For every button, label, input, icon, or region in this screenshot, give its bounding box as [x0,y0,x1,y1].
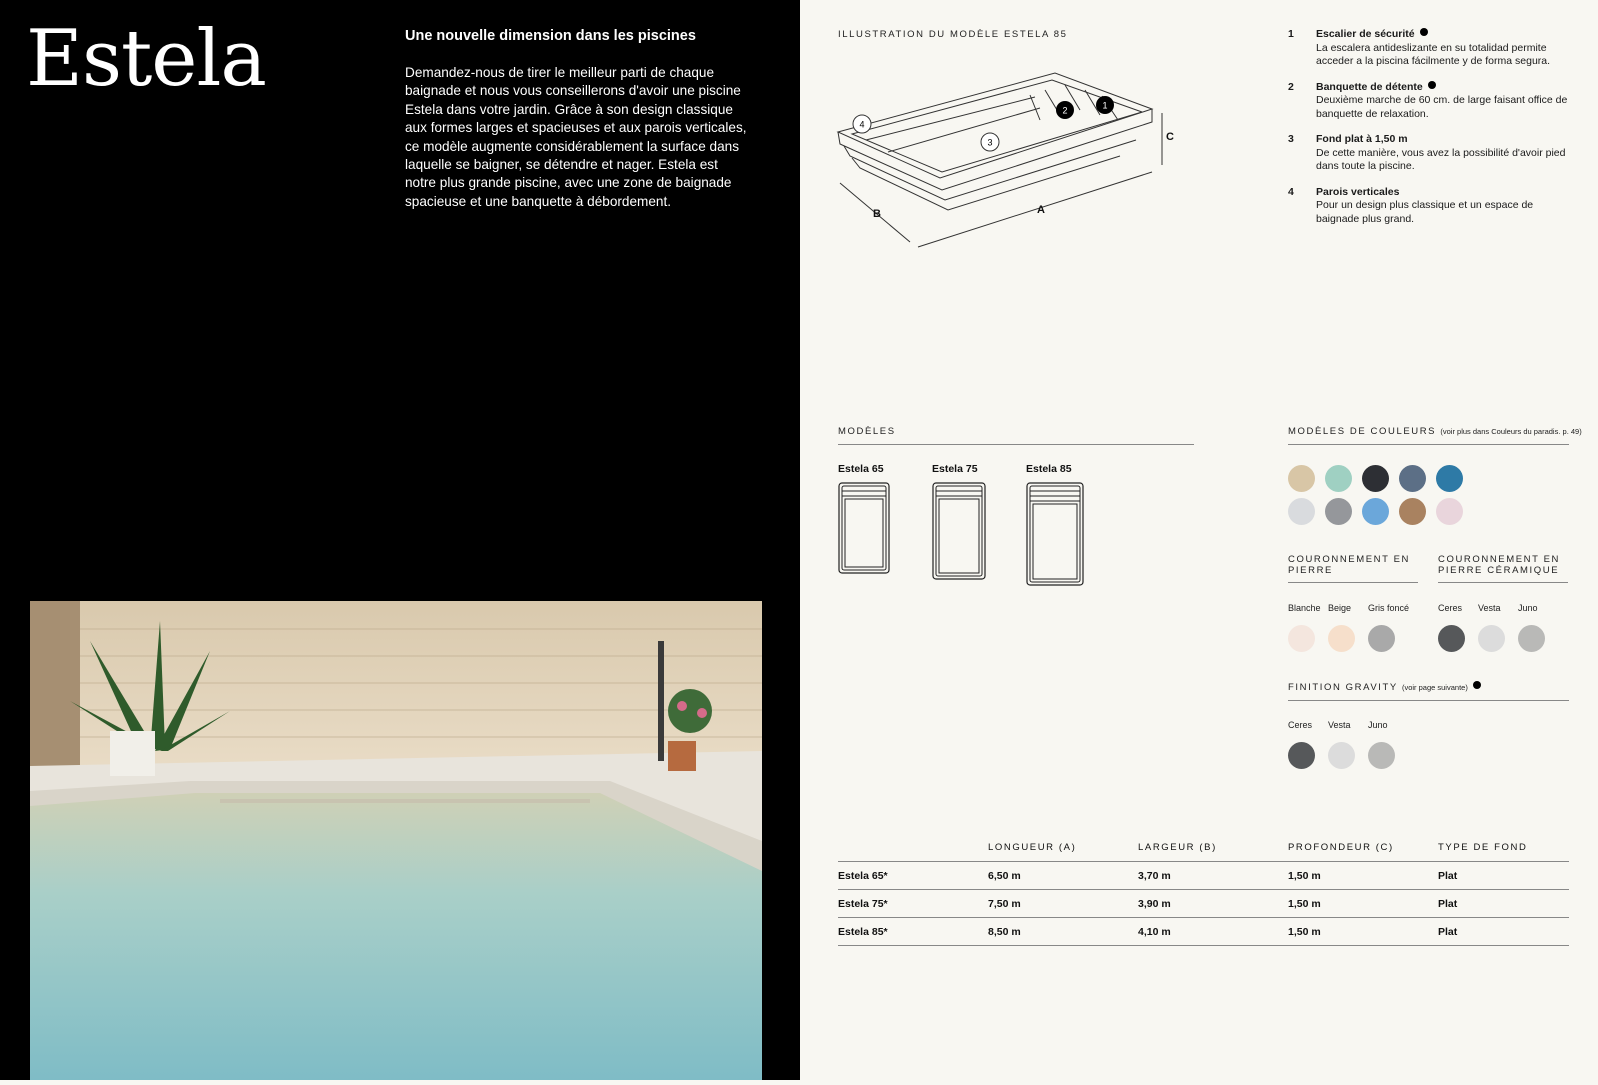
color-swatch [1328,742,1355,769]
table-cell: 1,50 m [1288,918,1438,946]
color-swatch [1518,625,1545,652]
swatch-name: Ceres [1288,720,1313,730]
dot-icon [1420,28,1428,36]
dimension-b-label: B [873,208,881,220]
pool-diagram [830,60,1174,260]
gravity-names [1288,720,1408,730]
model-estela-75 [932,463,986,580]
left-panel [0,0,800,1080]
ceramic-heading: COURONNEMENT EN PIERRE CÉRAMIQUE [1438,554,1568,583]
pool-photo-illustration [30,601,762,1080]
color-swatch [1362,465,1389,492]
table-cell: 6,50 m [988,862,1138,890]
gravity-heading: FINITION GRAVITY (voir page suivante) [1288,681,1569,701]
pool-photo [30,601,762,1080]
dot-icon [1428,81,1436,89]
swatch-name: Gris foncé [1368,603,1410,613]
model-name: Estela 85 [1026,463,1072,475]
table-cell: 8,50 m [988,918,1138,946]
color-swatch [1478,625,1505,652]
table-header-row [838,842,1569,862]
table-cell: 1,50 m [1288,890,1438,918]
colors-note: (voir plus dans Couleurs du paradis. p. 49) [1440,427,1582,436]
color-swatch [1328,625,1355,652]
table-cell: 1,50 m [1288,862,1438,890]
feature-name: Parois verticales [1316,185,1400,198]
ceramic-swatches [1438,625,1545,652]
marker-2-icon [1056,101,1074,119]
table-cell: Plat [1438,862,1569,890]
illustration-label: ILLUSTRATION DU MODÈLE ESTELA 85 [838,29,1068,40]
table-cell: 4,10 m [1138,918,1288,946]
feature-number: 2 [1288,80,1294,93]
color-swatch [1368,625,1395,652]
feature-text: De cette manière, vous avez la possibilité d'avoir pied dans toute la piscine. [1316,146,1566,172]
color-swatch [1436,465,1463,492]
model-estela-85 [1026,463,1084,586]
table-cell: Plat [1438,890,1569,918]
colors-heading: MODÈLES DE COULEURS (voir plus dans Couleurs du paradis. p. 49) [1288,426,1569,445]
feature-number: 1 [1288,28,1294,40]
feature-item [1288,133,1578,174]
marker-3-icon [981,133,999,151]
feature-name: Banquette de détente [1316,81,1578,95]
feature-text: La escalera antideslizante en su totalidad permite acceder a la piscina fácilmente y de forma segura. [1316,41,1551,67]
swatch-name: Vesta [1328,720,1351,730]
color-swatch [1368,742,1395,769]
swatch-name: Juno [1518,603,1538,613]
model-name: Estela 75 [932,463,978,475]
dimension-a-label: A [1037,204,1045,216]
feature-text: Pour un design plus classique et un espace de baignade plus grand. [1316,199,1534,225]
page-title: Estela [26,14,266,104]
table-cell: 3,70 m [1138,862,1288,890]
swatch-name: Blanche [1288,603,1321,613]
marker-4-icon [853,115,871,133]
column-header [838,842,988,862]
color-swatch [1288,742,1315,769]
pool-outline-icon [838,482,890,574]
color-swatch [1325,498,1352,525]
color-swatch [1399,465,1426,492]
feature-number: 3 [1288,133,1294,145]
color-swatch [1325,465,1352,492]
feature-text: Deuxième marche de 60 cm. de large faisant office de banquette de relaxation. [1316,94,1568,120]
table-cell: Estela 85* [838,918,988,946]
table-cell: Estela 75* [838,890,988,918]
swatch-name: Ceres [1438,603,1463,613]
table-cell: Estela 65* [838,862,988,890]
model-estela-65 [838,463,890,574]
pool-outline-icon [932,482,986,580]
table-row [838,918,1569,946]
dimension-c-label: C [1166,131,1174,143]
swatch-name: Vesta [1478,603,1501,613]
marker-1-icon [1096,96,1114,114]
color-swatch [1436,498,1463,525]
column-header: LONGUEUR (A) [988,842,1138,862]
color-swatch [1438,625,1465,652]
model-name: Estela 65 [838,463,884,475]
table-row [838,862,1569,890]
table-cell: Plat [1438,918,1569,946]
swatch-name: Juno [1368,720,1388,730]
svg-text:4: 4 [859,119,865,130]
color-swatch [1399,498,1426,525]
feature-item [1288,28,1578,69]
stone-heading: COURONNEMENT EN PIERRE [1288,554,1418,583]
svg-text:1: 1 [1102,100,1108,111]
color-swatch [1288,625,1315,652]
models-heading: MODÈLES [838,426,1194,445]
stone-swatches [1288,625,1395,652]
color-swatch [1288,498,1315,525]
gravity-swatches [1288,742,1395,769]
svg-text:3: 3 [987,137,993,148]
color-swatches [1288,465,1468,525]
swatch-name: Beige [1328,603,1352,613]
color-swatch [1288,465,1315,492]
column-header: LARGEUR (B) [1138,842,1288,862]
specs-table [838,842,1569,946]
intro-paragraph: Demandez-nous de tirer le meilleur parti de chaque baignade et nous vous conseillerons d'avoir une piscine Estela dans votre jardin. Grâce à son design classique aux formes larges et spacieuses et aux parois verticales, ce modèle augmente considérablement la surface dans laquelle se baigner, se détendre et nager. Estela est notre plus grande piscine, avec une zone de baignade spacieuse et une banquette à débordement. [405,65,747,209]
stone-names [1288,603,1428,613]
ceramic-names [1438,603,1558,613]
column-header: PROFONDEUR (C) [1288,842,1438,862]
feature-item [1288,186,1578,227]
table-cell: 7,50 m [988,890,1138,918]
features-list [1288,28,1578,238]
page-subtitle: Une nouvelle dimension dans les piscines [405,28,696,44]
table-cell: 3,90 m [1138,890,1288,918]
gravity-note: (voir page suivante) [1401,683,1468,692]
feature-name: Fond plat à 1,50 m [1316,133,1408,145]
feature-number: 4 [1288,185,1294,198]
color-swatch [1362,498,1389,525]
column-header: TYPE DE FOND [1438,842,1569,862]
table-row [838,890,1569,918]
svg-text:2: 2 [1062,105,1068,116]
feature-item [1288,81,1578,122]
pool-outline-icon [1026,482,1084,586]
feature-name: Escalier de sécurité [1316,28,1578,42]
right-panel [800,0,1598,1080]
dot-icon [1473,681,1481,689]
